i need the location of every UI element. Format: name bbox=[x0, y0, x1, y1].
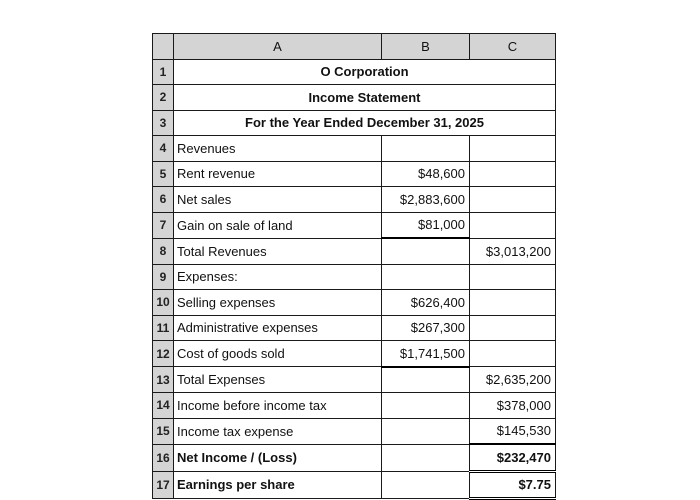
row-header[interactable]: 1 bbox=[153, 59, 174, 85]
amount-cell-b[interactable] bbox=[382, 264, 470, 290]
label-cell[interactable]: Revenues bbox=[174, 136, 382, 162]
amount-cell-c[interactable]: $232,470 bbox=[470, 444, 556, 471]
amount-cell-b[interactable] bbox=[382, 238, 470, 264]
row-header[interactable]: 16 bbox=[153, 444, 174, 471]
row-header[interactable]: 4 bbox=[153, 136, 174, 162]
label-cell[interactable]: Earnings per share bbox=[174, 471, 382, 499]
period-cell[interactable]: For the Year Ended December 31, 2025 bbox=[174, 110, 556, 136]
sheet-row bbox=[153, 264, 556, 290]
amount-cell-c[interactable]: $145,530 bbox=[470, 418, 556, 444]
amount-cell-c[interactable] bbox=[470, 212, 556, 238]
amount-cell-b[interactable]: $1,741,500 bbox=[382, 341, 470, 367]
row-header[interactable]: 15 bbox=[153, 418, 174, 444]
sheet-row bbox=[153, 85, 556, 111]
amount-cell-b[interactable] bbox=[382, 393, 470, 419]
sheet-row bbox=[153, 393, 556, 419]
label-cell[interactable]: Net sales bbox=[174, 187, 382, 213]
row-header[interactable]: 5 bbox=[153, 161, 174, 187]
row-header[interactable]: 13 bbox=[153, 367, 174, 393]
row-header[interactable]: 14 bbox=[153, 393, 174, 419]
amount-cell-c[interactable]: $7.75 bbox=[470, 471, 556, 499]
spreadsheet-grid bbox=[152, 33, 556, 500]
sheet-row bbox=[153, 444, 556, 471]
label-cell[interactable]: Net Income / (Loss) bbox=[174, 444, 382, 471]
sheet-row bbox=[153, 161, 556, 187]
label-cell[interactable]: Gain on sale of land bbox=[174, 212, 382, 238]
label-cell[interactable]: Selling expenses bbox=[174, 290, 382, 316]
sheet-row bbox=[153, 110, 556, 136]
amount-cell-c[interactable] bbox=[470, 136, 556, 162]
amount-cell-b[interactable] bbox=[382, 136, 470, 162]
row-header[interactable]: 17 bbox=[153, 471, 174, 499]
amount-cell-c[interactable] bbox=[470, 290, 556, 316]
amount-cell-b[interactable] bbox=[382, 367, 470, 393]
sheet-row bbox=[153, 315, 556, 341]
amount-cell-b[interactable]: $626,400 bbox=[382, 290, 470, 316]
sheet-row bbox=[153, 367, 556, 393]
amount-cell-c[interactable] bbox=[470, 315, 556, 341]
label-cell[interactable]: Rent revenue bbox=[174, 161, 382, 187]
amount-cell-b[interactable]: $267,300 bbox=[382, 315, 470, 341]
amount-cell-c[interactable]: $3,013,200 bbox=[470, 238, 556, 264]
row-header[interactable]: 9 bbox=[153, 264, 174, 290]
label-cell[interactable]: Total Revenues bbox=[174, 238, 382, 264]
row-header[interactable]: 12 bbox=[153, 341, 174, 367]
amount-cell-c[interactable] bbox=[470, 341, 556, 367]
row-header[interactable]: 10 bbox=[153, 290, 174, 316]
company-name-cell[interactable]: O Corporation bbox=[174, 59, 556, 85]
row-header[interactable]: 6 bbox=[153, 187, 174, 213]
column-header-c[interactable]: C bbox=[470, 34, 556, 60]
row-header[interactable]: 2 bbox=[153, 85, 174, 111]
amount-cell-c[interactable]: $378,000 bbox=[470, 393, 556, 419]
sheet-row bbox=[153, 59, 556, 85]
sheet-row bbox=[153, 290, 556, 316]
label-cell[interactable]: Income before income tax bbox=[174, 393, 382, 419]
sheet-row bbox=[153, 136, 556, 162]
row-header[interactable]: 8 bbox=[153, 238, 174, 264]
label-cell[interactable]: Income tax expense bbox=[174, 418, 382, 444]
amount-cell-c[interactable] bbox=[470, 161, 556, 187]
amount-cell-b[interactable] bbox=[382, 471, 470, 499]
label-cell[interactable]: Cost of goods sold bbox=[174, 341, 382, 367]
label-cell[interactable]: Administrative expenses bbox=[174, 315, 382, 341]
amount-cell-b[interactable]: $2,883,600 bbox=[382, 187, 470, 213]
amount-cell-b[interactable]: $48,600 bbox=[382, 161, 470, 187]
select-all-corner[interactable] bbox=[153, 34, 174, 60]
amount-cell-c[interactable]: $2,635,200 bbox=[470, 367, 556, 393]
sheet-row bbox=[153, 418, 556, 444]
amount-cell-b[interactable] bbox=[382, 418, 470, 444]
label-cell[interactable]: Total Expenses bbox=[174, 367, 382, 393]
sheet-row bbox=[153, 238, 556, 264]
label-cell[interactable]: Expenses: bbox=[174, 264, 382, 290]
column-header-b[interactable]: B bbox=[382, 34, 470, 60]
statement-name-cell[interactable]: Income Statement bbox=[174, 85, 556, 111]
amount-cell-c[interactable] bbox=[470, 264, 556, 290]
amount-cell-b[interactable] bbox=[382, 444, 470, 471]
row-header[interactable]: 11 bbox=[153, 315, 174, 341]
sheet-row bbox=[153, 471, 556, 499]
amount-cell-c[interactable] bbox=[470, 187, 556, 213]
sheet-row bbox=[153, 212, 556, 238]
row-header[interactable]: 3 bbox=[153, 110, 174, 136]
amount-cell-b[interactable]: $81,000 bbox=[382, 212, 470, 238]
sheet-row bbox=[153, 341, 556, 367]
row-header[interactable]: 7 bbox=[153, 212, 174, 238]
sheet-row bbox=[153, 187, 556, 213]
column-header-a[interactable]: A bbox=[174, 34, 382, 60]
